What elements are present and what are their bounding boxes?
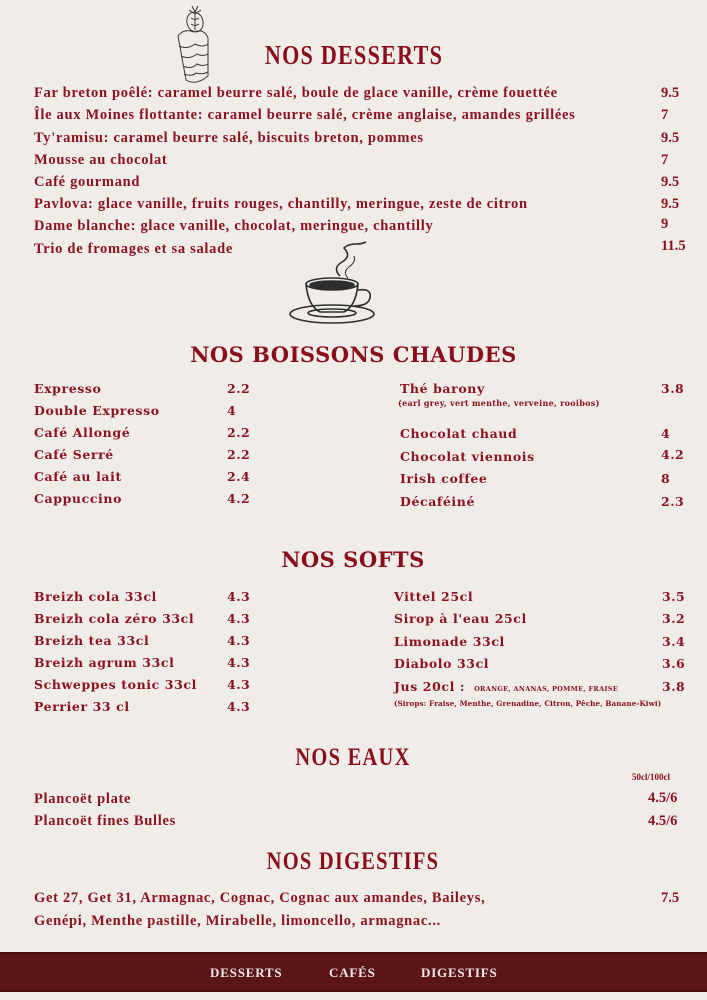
dessert-price: 7 bbox=[661, 107, 669, 123]
hot-drink-name: Cappuccino bbox=[34, 491, 123, 506]
dessert-name: Trio de fromages et sa salade bbox=[34, 241, 233, 257]
water-name: Plancoët fines Bulles bbox=[34, 813, 176, 829]
dessert-price: 9 bbox=[661, 216, 669, 232]
soft-drink-name: Breizh cola zéro 33cl bbox=[34, 611, 195, 626]
hot-drink-name: Café Serré bbox=[34, 447, 114, 462]
soft-drink-price: 3.4 bbox=[662, 634, 686, 649]
tea-flavors-note: (earl grey, vert menthe, verveine, rooibos) bbox=[398, 398, 600, 408]
dessert-name: Pavlova: glace vanille, fruits rouges, chantilly, meringue, zeste de citron bbox=[34, 196, 528, 212]
dessert-verrine-icon bbox=[170, 2, 222, 86]
hot-drink-price: 2.3 bbox=[661, 494, 685, 509]
soft-drink-name: Breizh cola 33cl bbox=[34, 589, 157, 604]
soft-drink-name: Sirop à l'eau 25cl bbox=[394, 611, 527, 626]
dessert-price: 9.5 bbox=[661, 174, 680, 190]
waters-title: NOS EAUX bbox=[295, 744, 411, 771]
water-size-label: 50cl/100cl bbox=[632, 772, 670, 782]
juice-flavors: ORANGE, ANANAS, POMME, FRAISE bbox=[474, 685, 619, 693]
soft-drink-price: 4.3 bbox=[227, 655, 251, 670]
desserts-title: NOS DESSERTS bbox=[264, 40, 444, 70]
soft-drink-price: 4.3 bbox=[227, 699, 251, 714]
softs-title: NOS SOFTS bbox=[281, 547, 425, 572]
hot-drinks-title: NOS BOISSONS CHAUDES bbox=[190, 342, 517, 367]
soft-drink-name: Diabolo 33cl bbox=[394, 656, 490, 671]
dessert-item bbox=[34, 241, 233, 258]
dessert-name: Dame blanche: glace vanille, chocolat, meringue, chantilly bbox=[34, 218, 434, 234]
dessert-item bbox=[34, 196, 528, 213]
water-name: Plancoët plate bbox=[34, 791, 132, 807]
dessert-name: Café gourmand bbox=[34, 174, 141, 190]
water-price: 4.5/6 bbox=[648, 813, 678, 829]
bottom-nav-bar bbox=[0, 952, 707, 992]
hot-drink-name: Décaféiné bbox=[400, 494, 476, 509]
soft-drink-name: Limonade 33cl bbox=[394, 634, 505, 649]
dessert-item bbox=[34, 85, 558, 102]
syrups-note: (Sirops: Fraise, Menthe, Grenadine, Citron, Pêche, Banane-Kiwi) bbox=[394, 699, 662, 708]
hot-drink-price: 4.2 bbox=[661, 447, 685, 462]
dessert-name: Île aux Moines flottante: caramel beurre salé, crème anglaise, amandes grillées bbox=[34, 107, 576, 123]
dessert-price: 9.5 bbox=[661, 130, 680, 146]
hot-drink-name: Café Allongé bbox=[34, 425, 131, 440]
hot-drink-price: 4.2 bbox=[227, 491, 251, 506]
hot-drink-name: Thé barony bbox=[400, 381, 485, 396]
dessert-item bbox=[34, 152, 167, 169]
digestifs-line-1: Get 27, Get 31, Armagnac, Cognac, Cognac aux amandes, Baileys, bbox=[34, 890, 486, 906]
dessert-price: 9.5 bbox=[661, 85, 680, 101]
dessert-item bbox=[34, 107, 575, 124]
dessert-name: Mousse au chocolat bbox=[34, 152, 168, 168]
hot-drink-price: 4 bbox=[227, 403, 237, 418]
hot-drink-name: Chocolat viennois bbox=[400, 449, 535, 464]
nav-desserts-link[interactable]: DESSERTS bbox=[210, 965, 283, 980]
coffee-cup-icon bbox=[288, 240, 382, 328]
hot-drink-name: Double Expresso bbox=[34, 403, 160, 418]
dessert-name: Far breton poêlé: caramel beurre salé, boule de glace vanille, crème fouettée bbox=[34, 85, 558, 101]
hot-drink-price: 3.8 bbox=[661, 381, 685, 396]
hot-drink-price: 2.2 bbox=[227, 447, 251, 462]
soft-drink-price: 3.6 bbox=[662, 656, 686, 671]
soft-drink-price: 4.3 bbox=[227, 611, 251, 626]
soft-drink-price: 4.3 bbox=[227, 633, 251, 648]
soft-drink-name: Perrier 33 cl bbox=[34, 699, 130, 714]
dessert-price: 7 bbox=[661, 152, 669, 168]
hot-drink-name: Expresso bbox=[34, 381, 102, 396]
dessert-item bbox=[34, 174, 140, 191]
digestifs-title: NOS DIGESTIFS bbox=[266, 848, 440, 875]
dessert-item bbox=[34, 218, 433, 235]
soft-drink-price: 4.3 bbox=[227, 677, 251, 692]
digestifs-line-2: Genépi, Menthe pastille, Mirabelle, limoncello, armagnac... bbox=[34, 913, 441, 929]
hot-drink-name: Chocolat chaud bbox=[400, 426, 518, 441]
hot-drink-price: 2.4 bbox=[227, 469, 251, 484]
hot-drink-price: 4 bbox=[661, 426, 671, 441]
juice-label: Jus 20cl : bbox=[394, 679, 466, 694]
soft-drink-name: Breizh agrum 33cl bbox=[34, 655, 175, 670]
dessert-price: 11.5 bbox=[661, 238, 686, 254]
soft-drink-name: Vittel 25cl bbox=[394, 589, 474, 604]
water-price: 4.5/6 bbox=[648, 790, 678, 806]
soft-drink-name: Breizh tea 33cl bbox=[34, 633, 150, 648]
soft-drink-price: 3.8 bbox=[662, 679, 686, 694]
soft-drink-price: 3.2 bbox=[662, 611, 686, 626]
hot-drink-name: Café au lait bbox=[34, 469, 122, 484]
hot-drink-name: Irish coffee bbox=[400, 471, 488, 486]
hot-drink-price: 8 bbox=[661, 471, 671, 486]
soft-drink-price: 4.3 bbox=[227, 589, 251, 604]
soft-drink-price: 3.5 bbox=[662, 589, 686, 604]
hot-drink-price: 2.2 bbox=[227, 425, 251, 440]
soft-drink-name: Schweppes tonic 33cl bbox=[34, 677, 197, 692]
dessert-item bbox=[34, 130, 424, 147]
dessert-price: 9.5 bbox=[661, 196, 680, 212]
nav-digestifs-link[interactable]: DIGESTIFS bbox=[421, 965, 498, 980]
hot-drink-price: 2.2 bbox=[227, 381, 251, 396]
soft-drink-name bbox=[394, 679, 618, 694]
digestifs-price: 7.5 bbox=[661, 890, 680, 906]
dessert-name: Ty'ramisu: caramel beurre salé, biscuits breton, pommes bbox=[34, 130, 424, 146]
nav-cafes-link[interactable]: CAFÉS bbox=[329, 965, 376, 980]
